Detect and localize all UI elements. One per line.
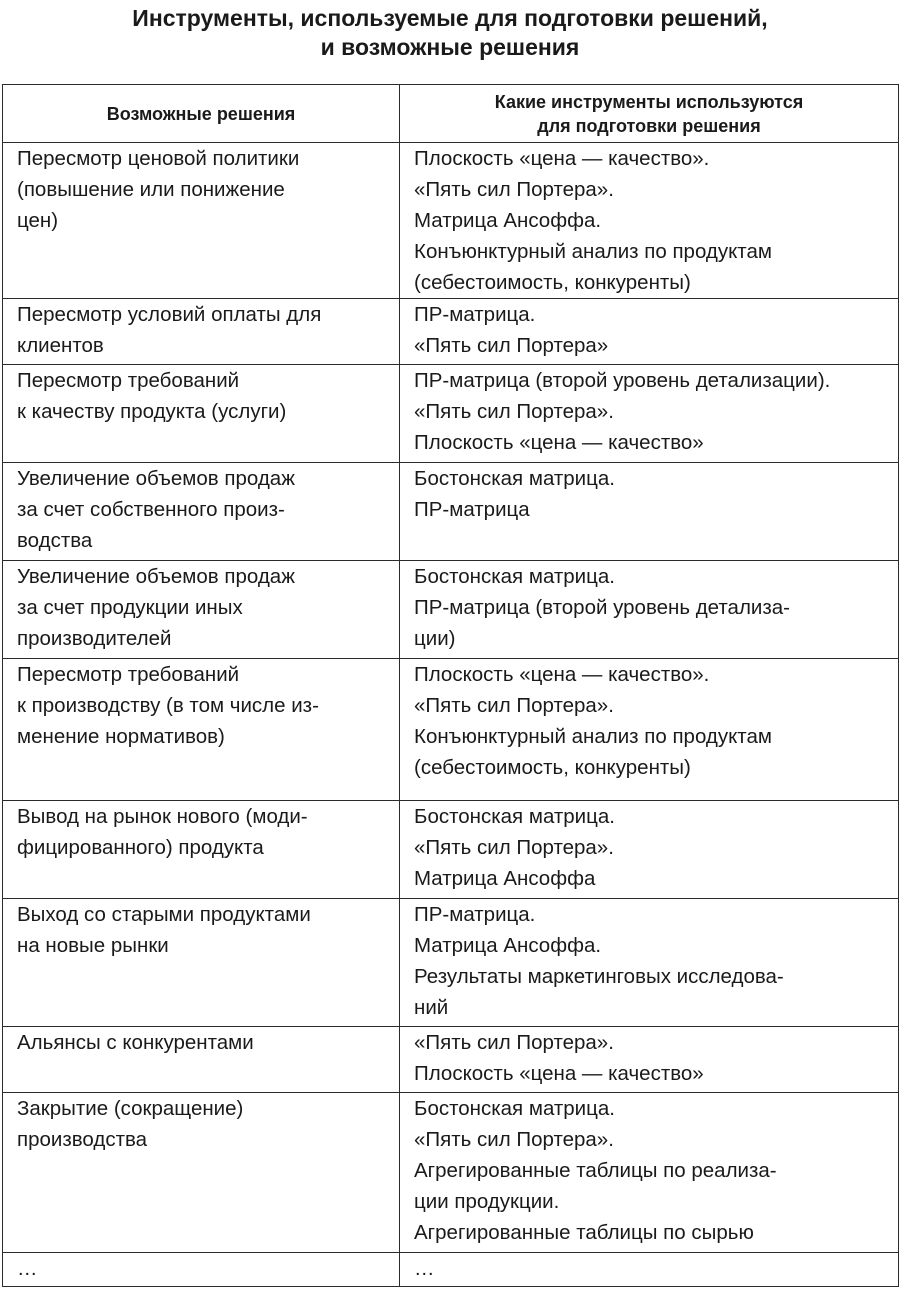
tool-text-line: «Пять сил Портера» <box>414 334 609 357</box>
tool-text-line: «Пять сил Портера». <box>414 1031 614 1054</box>
decisions-table-container <box>2 84 898 1287</box>
decisions-table <box>2 84 899 1287</box>
decision-text-line: Вывод на рынок нового (моди- <box>17 805 308 828</box>
table-row <box>3 899 899 1027</box>
tool-text-line: «Пять сил Портера». <box>414 178 614 201</box>
decision-cell <box>3 659 400 801</box>
tool-text-line: «Пять сил Портера». <box>414 1128 614 1151</box>
page-title <box>0 2 900 62</box>
decision-text-line: цен) <box>17 209 59 232</box>
table-row <box>3 561 899 659</box>
decision-text-line: Выход со старыми продуктами <box>17 903 311 926</box>
tool-text-line: … <box>414 1257 435 1280</box>
tool-text-line: «Пять сил Портера». <box>414 694 614 717</box>
page-title-line-1: Инструменты, используемые для подготовки решений, <box>132 5 768 31</box>
table-body <box>3 143 899 1287</box>
table-row <box>3 801 899 899</box>
decision-text-line: к производству (в том числе из- <box>17 694 319 717</box>
decision-text-line: производства <box>17 1128 148 1151</box>
table-row <box>3 1093 899 1253</box>
decision-text-line: менение нормативов) <box>17 725 225 748</box>
decision-cell <box>3 143 400 299</box>
table-row <box>3 1253 899 1287</box>
decision-text-line: Увеличение объемов продаж <box>17 467 295 490</box>
tool-text-line: Плоскость «цена — качество». <box>414 147 710 170</box>
decision-text-line: клиентов <box>17 334 104 357</box>
tool-text-line: ПР-матрица (второй уровень детализации). <box>414 369 831 392</box>
decision-cell <box>3 365 400 463</box>
decision-text-line: за счет продукции иных <box>17 596 243 619</box>
tools-cell <box>400 365 899 463</box>
tools-cell <box>400 463 899 561</box>
table-row <box>3 299 899 365</box>
column-header-tools-line-2: для подготовки решения <box>537 115 761 136</box>
tool-text-line: Агрегированные таблицы по реализа- <box>414 1159 777 1182</box>
column-header-tools <box>400 85 899 143</box>
decision-cell <box>3 561 400 659</box>
tool-text-line: Бостонская матрица. <box>414 565 615 588</box>
table-row <box>3 143 899 299</box>
decision-text-line: … <box>17 1257 38 1280</box>
decision-cell <box>3 899 400 1027</box>
decision-text-line: к качеству продукта (услуги) <box>17 400 287 423</box>
column-header-decisions-label: Возможные решения <box>106 103 296 124</box>
tool-text-line: Плоскость «цена — качество» <box>414 1062 704 1085</box>
column-header-decisions <box>3 85 400 143</box>
tools-cell <box>400 561 899 659</box>
table-row <box>3 659 899 801</box>
decision-text-line: за счет собственного произ- <box>17 498 285 521</box>
table-row <box>3 365 899 463</box>
tool-text-line: Агрегированные таблицы по сырью <box>414 1221 754 1244</box>
page-title-line-2: и возможные решения <box>320 34 580 60</box>
decision-cell <box>3 801 400 899</box>
decision-cell <box>3 1253 400 1287</box>
table-row <box>3 463 899 561</box>
decision-text-line: производителей <box>17 627 172 650</box>
tool-text-line: ПР-матрица <box>414 498 530 521</box>
tools-cell <box>400 659 899 801</box>
decision-text-line: водства <box>17 529 93 552</box>
tools-cell <box>400 1027 899 1093</box>
table-row <box>3 1027 899 1093</box>
tool-text-line: Бостонская матрица. <box>414 805 615 828</box>
tool-text-line: ПР-матрица. <box>414 903 536 926</box>
decision-text-line: Альянсы с конкурентами <box>17 1031 254 1054</box>
tool-text-line: Конъюнктурный анализ по продуктам <box>414 725 772 748</box>
decision-text-line: Увеличение объемов продаж <box>17 565 295 588</box>
tool-text-line: (себестоимость, конкуренты) <box>414 756 691 779</box>
tool-text-line: ПР-матрица (второй уровень детализа- <box>414 596 790 619</box>
tool-text-line: Плоскость «цена — качество» <box>414 431 704 454</box>
tools-cell <box>400 299 899 365</box>
decision-text-line: Пересмотр требований <box>17 663 240 686</box>
tools-cell <box>400 1093 899 1253</box>
decision-text-line: Закрытие (сокращение) <box>17 1097 244 1120</box>
tool-text-line: Конъюнктурный анализ по продуктам <box>414 240 772 263</box>
column-header-tools-line-1: Какие инструменты используются <box>494 91 804 112</box>
tool-text-line: Результаты маркетинговых исследова- <box>414 965 784 988</box>
decision-text-line: Пересмотр требований <box>17 369 240 392</box>
tool-text-line: Бостонская матрица. <box>414 467 615 490</box>
tool-text-line: Матрица Ансоффа. <box>414 934 602 957</box>
tool-text-line: «Пять сил Портера». <box>414 400 614 423</box>
tool-text-line: ции) <box>414 627 456 650</box>
tool-text-line: Матрица Ансоффа <box>414 867 596 890</box>
decision-text-line: (повышение или понижение <box>17 178 285 201</box>
tool-text-line: ПР-матрица. <box>414 303 536 326</box>
decision-text-line: на новые рынки <box>17 934 169 957</box>
tools-cell <box>400 801 899 899</box>
tool-text-line: ции продукции. <box>414 1190 560 1213</box>
decision-cell <box>3 299 400 365</box>
table-header-row <box>3 85 899 143</box>
decision-text-line: фицированного) продукта <box>17 836 264 859</box>
tools-cell <box>400 899 899 1027</box>
tool-text-line: Бостонская матрица. <box>414 1097 615 1120</box>
tool-text-line: Плоскость «цена — качество». <box>414 663 710 686</box>
tools-cell <box>400 1253 899 1287</box>
tool-text-line: (себестоимость, конкуренты) <box>414 271 691 294</box>
tool-text-line: «Пять сил Портера». <box>414 836 614 859</box>
tools-cell <box>400 143 899 299</box>
decision-cell <box>3 1027 400 1093</box>
decision-cell <box>3 1093 400 1253</box>
decision-text-line: Пересмотр ценовой политики <box>17 147 300 170</box>
decision-text-line: Пересмотр условий оплаты для <box>17 303 322 326</box>
decision-cell <box>3 463 400 561</box>
tool-text-line: Матрица Ансоффа. <box>414 209 602 232</box>
tool-text-line: ний <box>414 996 449 1019</box>
